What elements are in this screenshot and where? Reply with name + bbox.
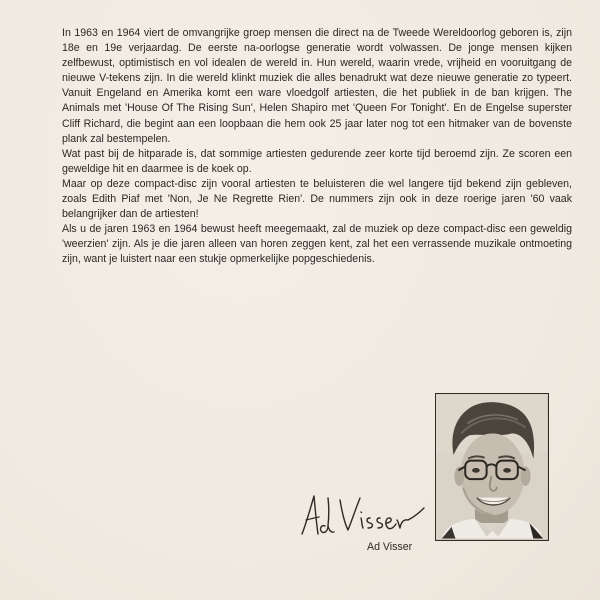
paragraph-closing: Als u de jaren 1963 en 1964 bewust heeft meegemaakt, zal de muziek op deze compact-disc een geweldig 'weerzien' zijn. Als je die jaren alleen van horen zeggen kent, zal het een verrassende muzikale ontmoeting zijn, want je luistert naar een stukje opmerkelijke popgeschiedenis. <box>62 223 572 266</box>
paragraph-hitparade: Wat past bij de hitparade is, dat sommige artiesten gedurende zeer korte tijd beroemd zijn. Ze scoren een geweldige hit en daarmee is de koek op. <box>62 147 572 175</box>
paragraph-intro: In 1963 en 1964 viert de omvangrijke groep mensen die direct na de Tweede Wereldoorlog geboren is, zijn 18e en 19e verjaardag. De eerste na-oorlogse generatie wordt volwassen. De jonge mensen kijken zelfbewust, optimistisch en vol idealen de wereld in. Hun wereld, waarin vrede, vrijheid en vooruitgang de nieuwe V-tekens zijn. In die wereld klinkt muziek die alles benadrukt wat deze nieuwe generatie zo typeert. Vanuit Engeland en Amerika komt een ware vloedgolf artiesten, die het publiek in de ban krijgen. The Animals met 'House Of The Rising Sun', Helen Shapiro met 'Queen For Tonight'. En de Engelse superster Cliff Richard, die begint aan een loopbaan die hem ook 25 jaar later nog tot een hitmaker van de bovenste plank zal bestempelen. <box>62 27 572 145</box>
article-text <box>62 26 572 268</box>
portrait-image <box>436 394 547 539</box>
photo-caption: Ad Visser <box>367 541 413 553</box>
signature <box>298 490 428 538</box>
author-photo <box>435 393 549 541</box>
paragraph-artists: Maar op deze compact-disc zijn vooral artiesten te beluisteren die wel langere tijd bekend zijn gebleven, zoals Edith Piaf met 'Non, Je Ne Regrette Rien'. De nummers zijn ook in deze roerige jaren '60 vaak belangrijker dan de artiesten! <box>62 177 572 221</box>
